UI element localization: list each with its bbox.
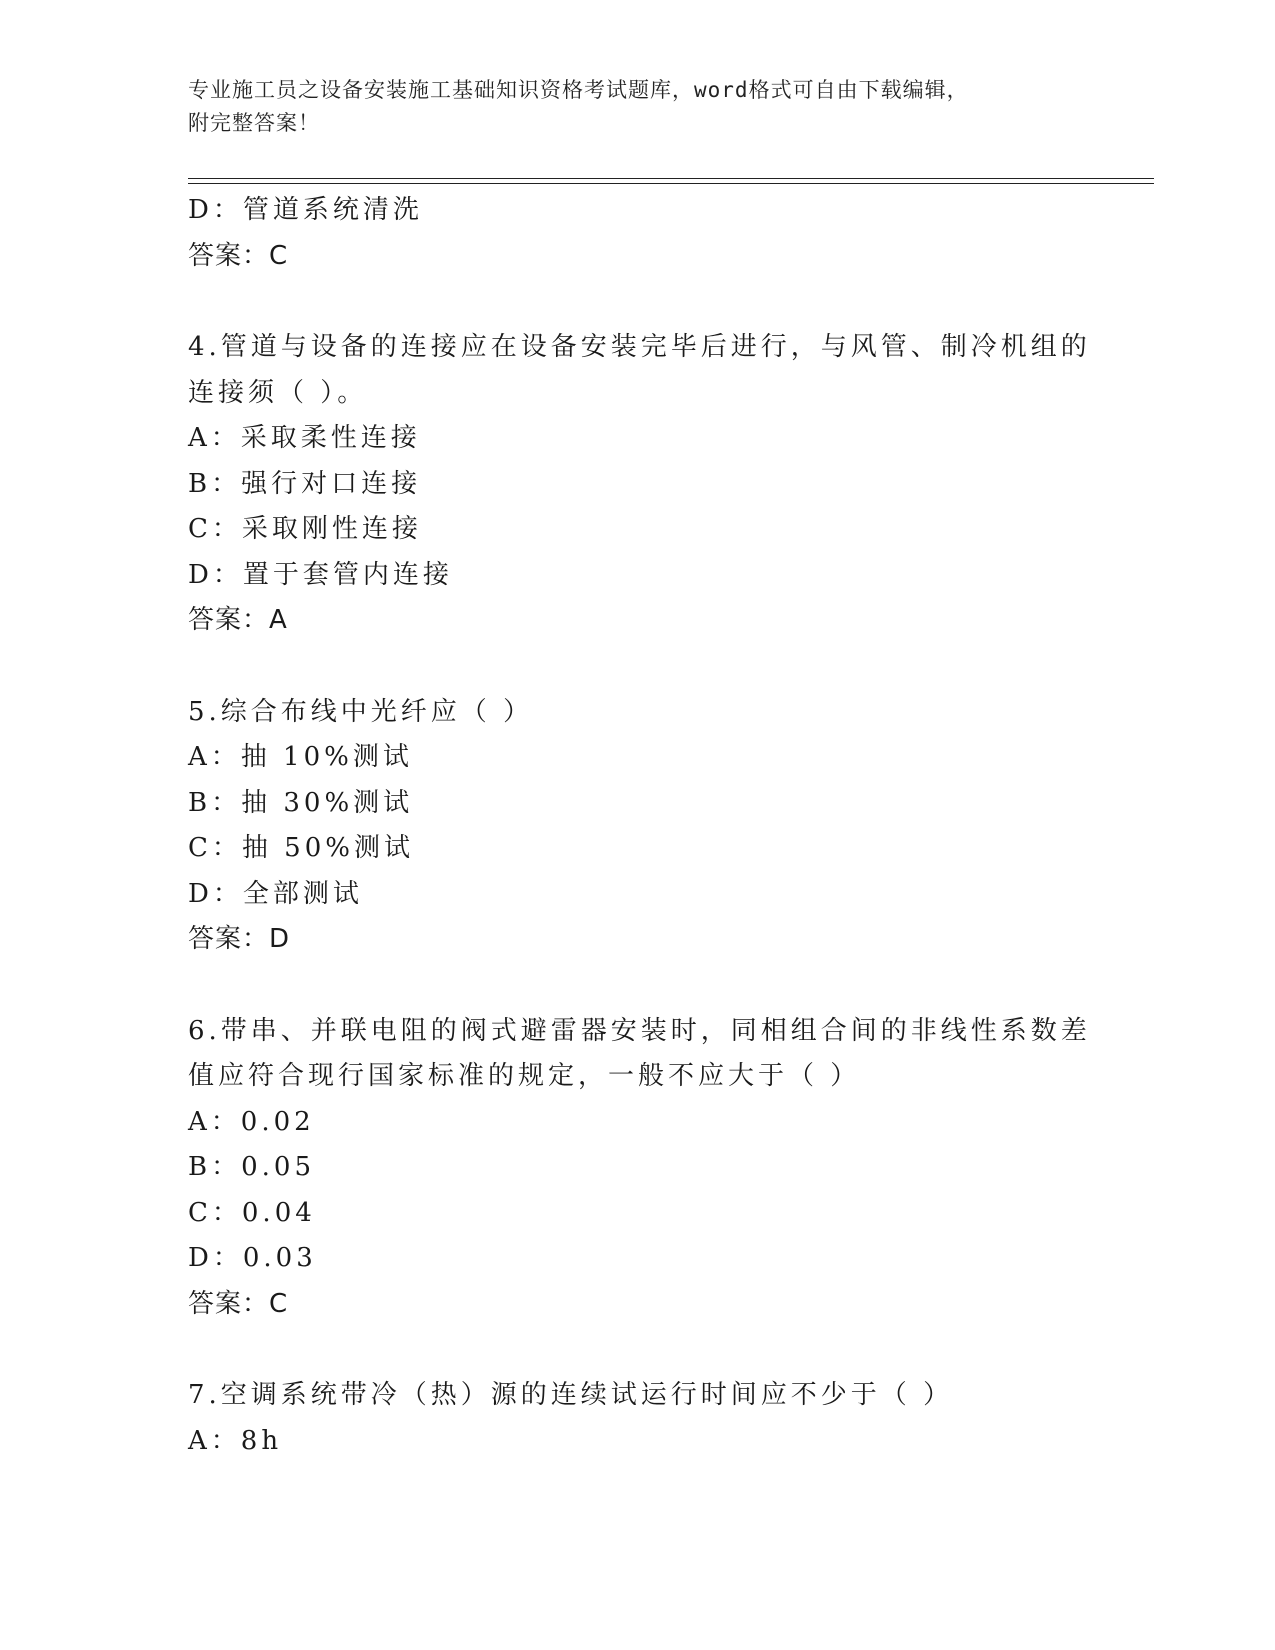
q3-option-d: D：管道系统清洗 <box>188 195 423 225</box>
spacer <box>188 1327 1088 1373</box>
q5-option-c: C：抽 50%测试 <box>188 833 414 863</box>
q6-answer: 答案：C <box>188 1288 289 1319</box>
q6-stem-line-1: 6.带串、并联电阻的阀式避雷器安装时，同相组合间的非线性系数差 <box>188 1015 1091 1046</box>
question-content <box>188 188 1091 1464</box>
document-header <box>188 74 1088 140</box>
question-5 <box>188 690 1088 963</box>
q4-option-a: A：采取柔性连接 <box>188 423 421 453</box>
spacer <box>188 963 1088 1009</box>
question-7 <box>188 1373 1088 1464</box>
q6-stem-line-2: 值应符合现行国家标准的规定，一般不应大于（ ） <box>188 1061 861 1091</box>
question-4 <box>188 325 1091 644</box>
header-title-line-1: 专业施工员之设备安装施工基础知识资格考试题库，word格式可自由下载编辑， <box>188 78 969 102</box>
q5-answer: 答案：D <box>188 924 291 954</box>
spacer <box>188 644 1088 690</box>
q5-stem-line-1: 5.综合布线中光纤应（ ） <box>188 696 534 727</box>
q6-option-d: D：0.03 <box>188 1243 317 1273</box>
q6-option-c: C：0.04 <box>188 1197 316 1228</box>
q4-answer: 答案：A <box>188 605 288 635</box>
q5-option-b: B：抽 30%测试 <box>188 787 414 818</box>
header-title-line-2: 附完整答案！ <box>188 111 320 135</box>
spacer <box>188 279 1088 325</box>
q4-stem-line-2: 连接须（ ）。 <box>188 377 368 408</box>
q4-option-b: B：强行对口连接 <box>188 468 422 499</box>
q7-stem-line-1: 7.空调系统带冷（热）源的连续试运行时间应不少于（ ） <box>188 1380 954 1410</box>
q7-option-a: A：8h <box>188 1425 283 1456</box>
q4-option-c: C：采取刚性连接 <box>188 514 422 544</box>
question-6 <box>188 1009 1091 1328</box>
q5-option-a: A：抽 10%测试 <box>188 742 413 772</box>
q4-stem-line-1: 4.管道与设备的连接应在设备安装完毕后进行，与风管、制冷机组的 <box>188 332 1091 362</box>
q3-answer: 答案：C <box>188 240 289 271</box>
q6-option-b: B：0.05 <box>188 1152 315 1182</box>
header-rule-bottom <box>188 183 1154 184</box>
q5-option-d: D：全部测试 <box>188 878 363 909</box>
header-rule-top <box>188 178 1154 179</box>
q6-option-a: A：0.02 <box>188 1106 315 1137</box>
q4-option-d: D：置于套管内连接 <box>188 559 453 590</box>
